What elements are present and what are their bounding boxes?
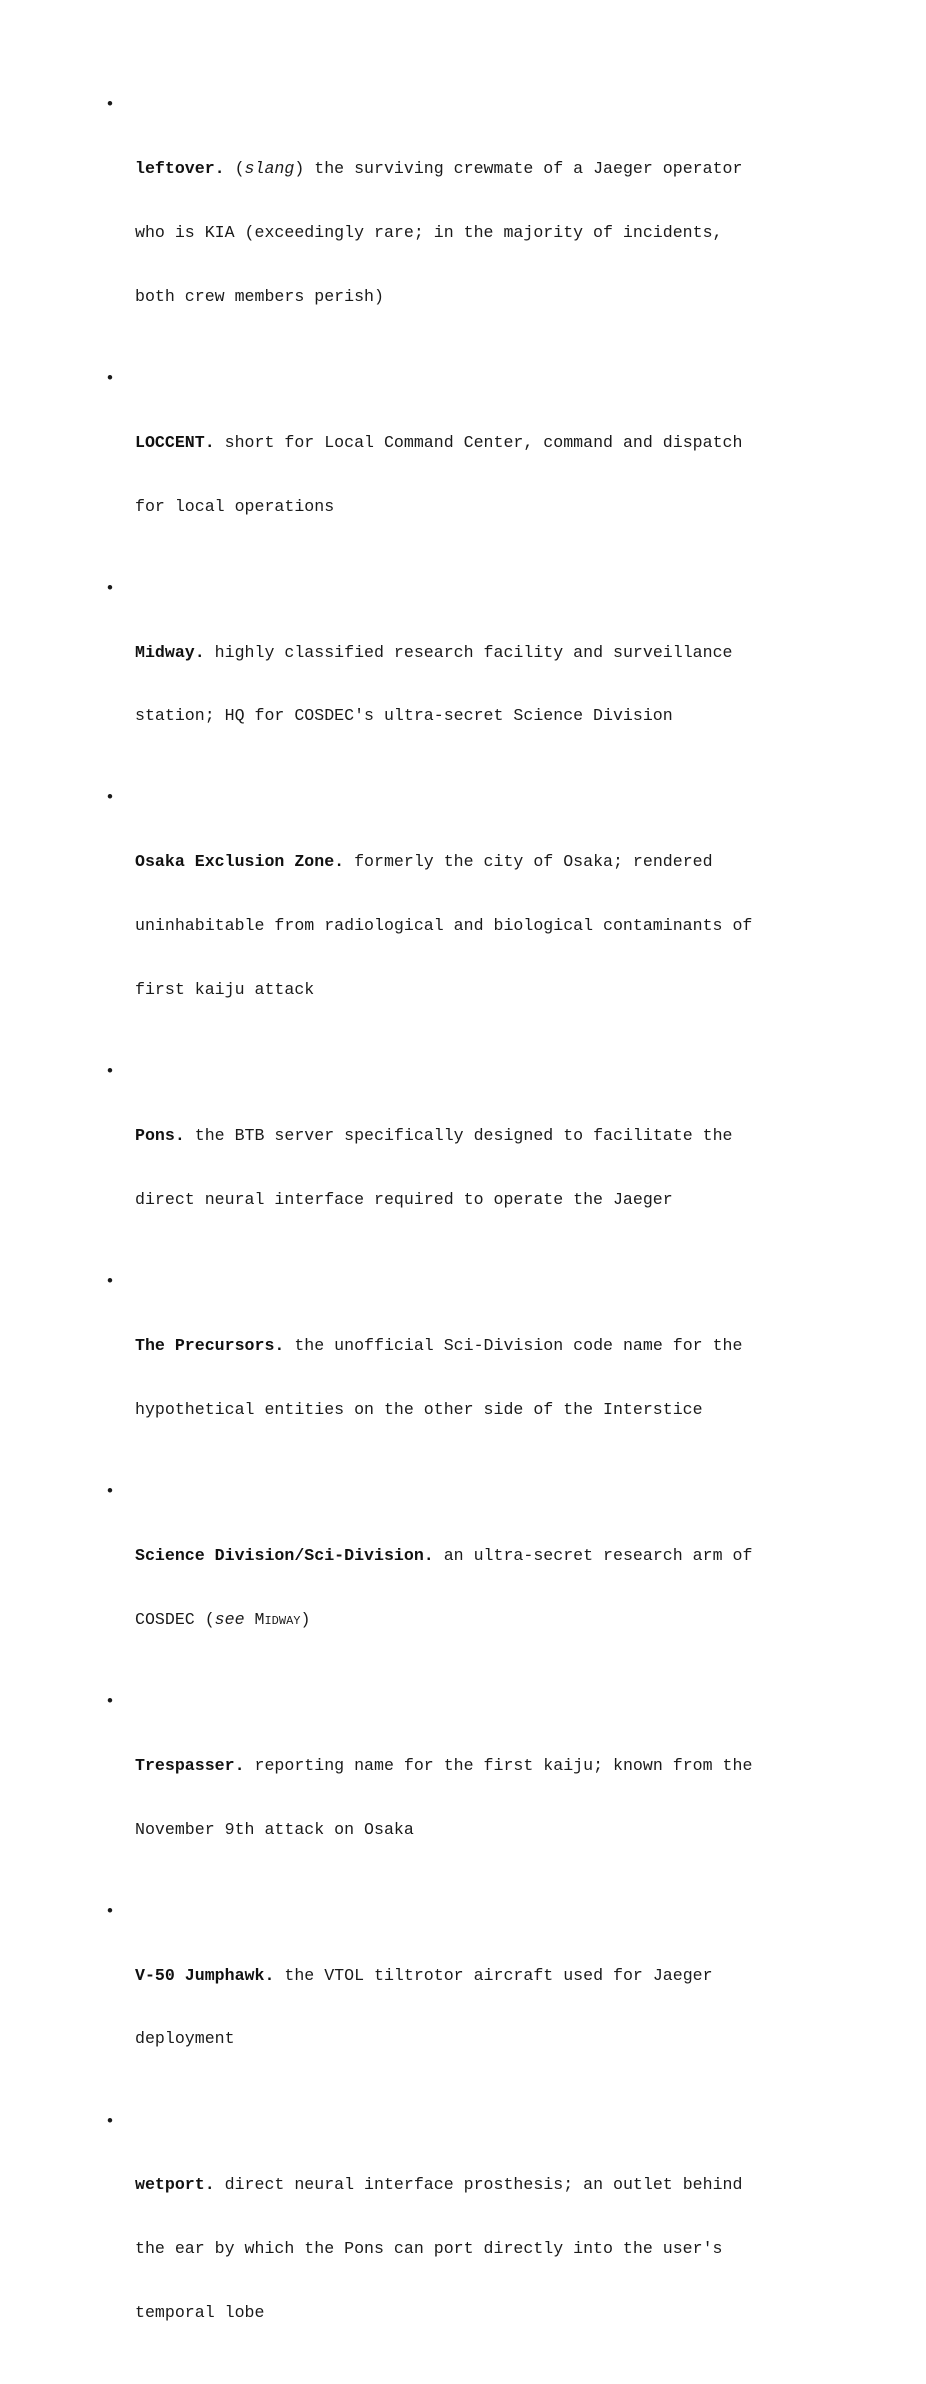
definition-text: direct neural interface required to operate the Jaeger [135, 1190, 673, 1209]
entry-line [135, 1545, 845, 1566]
definition-italic: see [214, 1609, 245, 1629]
definition-text: an ultra-secret research arm of [433, 1545, 753, 1565]
entry-line [135, 1125, 845, 1146]
glossary-term: wetport. [135, 2175, 215, 2195]
glossary-term: Trespasser. [135, 1755, 245, 1775]
glossary-term: Midway. [135, 642, 205, 662]
definition-text: ) the surviving crewmate of a Jaeger operator [294, 158, 743, 178]
glossary-entry [105, 578, 845, 770]
definition-text: both crew members perish) [135, 286, 384, 306]
glossary-term: V-50 Jumphawk. [135, 1965, 275, 1985]
entry-line [135, 1965, 845, 1986]
definition-text: formerly the city of Osaka; rendered [344, 852, 713, 872]
glossary-term: Osaka Exclusion Zone. [135, 852, 345, 872]
definition-text: the unofficial Sci-Division code name for the [284, 1335, 743, 1355]
cross-reference: Midway [244, 1609, 301, 1629]
entry-line [135, 1335, 845, 1356]
definition-text: the VTOL tiltrotor aircraft used for Jaeger [274, 1965, 713, 1985]
bullet-icon: • [105, 368, 115, 388]
definition-text: ( [224, 158, 245, 178]
definition-text: temporal lobe [135, 2303, 265, 2323]
glossary-term: Pons. [135, 1126, 185, 1146]
glossary-entry [105, 2111, 845, 2367]
definition-text: short for Local Command Center, command and dispatch [214, 432, 743, 452]
entry-line [135, 642, 845, 663]
definition-text: the BTB server specifically designed to facilitate the [184, 1126, 733, 1146]
glossary-entry [105, 1271, 845, 1463]
entry-line [135, 851, 845, 872]
definition-text: station; HQ for COSDEC's ultra-secret Science Division [135, 706, 673, 726]
definition-text: for local operations [135, 496, 335, 516]
bullet-icon: • [105, 1272, 115, 1292]
glossary-term: LOCCENT. [135, 432, 215, 452]
bullet-icon: • [105, 1062, 115, 1082]
definition-text: highly classified research facility and surveillance [204, 642, 733, 662]
glossary-entry [105, 94, 845, 350]
bullet-icon: • [105, 1901, 115, 1921]
bullet-icon: • [105, 95, 115, 114]
definition-text: November 9th attack on Osaka [135, 1819, 414, 1839]
definition-text: who is KIA (exceedingly rare; in the majority of incidents, [135, 222, 723, 242]
glossary-entry [105, 368, 845, 560]
bullet-icon: • [105, 578, 115, 598]
definition-italic: slang [244, 158, 295, 178]
bullet-icon: • [105, 2111, 115, 2131]
glossary-list [105, 94, 845, 2384]
definition-text: the ear by which the Pons can port directly into the user's [135, 2239, 723, 2259]
definition-text: hypothetical entities on the other side of the Interstice [135, 1399, 703, 1419]
entry-line [135, 432, 845, 453]
definition-text: first kaiju attack [135, 980, 315, 1000]
definition-text: COSDEC ( [135, 1609, 215, 1629]
entry-line [135, 2174, 845, 2195]
glossary-term: The Precursors. [135, 1335, 285, 1355]
definition-text: uninhabitable from radiological and biological contaminants of [135, 916, 753, 936]
glossary-term: leftover. [135, 158, 225, 178]
glossary-entry [105, 1901, 845, 2093]
glossary-term: Science Division/Sci-Division. [135, 1545, 434, 1565]
definition-text: reporting name for the first kaiju; known from the [244, 1755, 753, 1775]
glossary-entry [105, 787, 845, 1043]
entry-line [135, 158, 845, 179]
bullet-icon: • [105, 1481, 115, 1501]
bullet-icon: • [105, 788, 115, 808]
definition-text: deployment [135, 2029, 235, 2049]
definition-text: direct neural interface prosthesis; an outlet behind [214, 2175, 743, 2195]
glossary-entry [105, 1691, 845, 1883]
definition-text: ) [300, 1609, 311, 1629]
bullet-icon: • [105, 1691, 115, 1711]
glossary-entry [105, 1061, 845, 1253]
entry-line [135, 1755, 845, 1776]
glossary-entry [105, 1481, 845, 1673]
entry-line [135, 1609, 845, 1630]
